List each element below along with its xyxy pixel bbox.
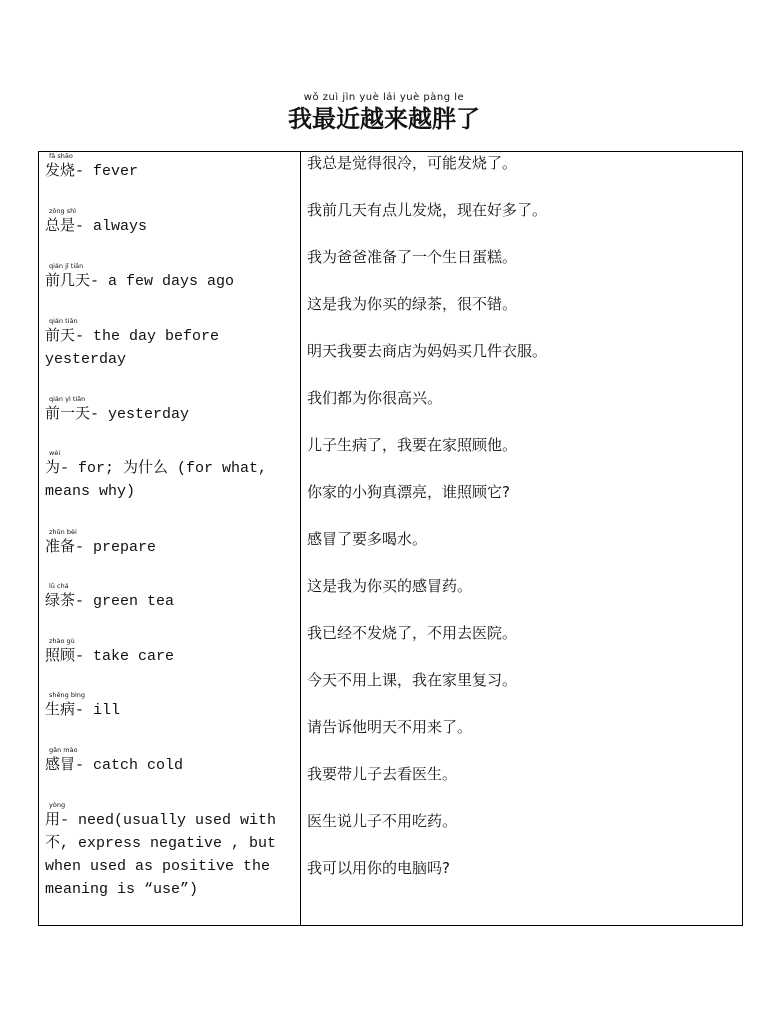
vocabulary-table <box>38 151 743 926</box>
vocab-pinyin: fā shāo <box>49 152 73 160</box>
vocab-pinyin: zhǔn bèi <box>49 528 77 536</box>
vocab-pinyin: zǒng shì <box>49 207 77 215</box>
vocab-entry: 发烧- fever <box>45 163 139 180</box>
vocab-pinyin: qián yì tiān <box>49 395 86 403</box>
example-sentence: 我们都为你很高兴。 <box>307 389 443 407</box>
vocab-item <box>45 449 295 503</box>
vocab-entry: 为- for; 为什么 (for what, means why) <box>45 460 268 500</box>
lesson-title <box>0 92 768 134</box>
example-sentence: 今天不用上课，我在家里复习。 <box>307 671 518 689</box>
vocab-item <box>45 637 295 668</box>
vocab-entry: 前天- the day before yesterday <box>45 328 220 368</box>
vocab-pinyin: qián tiān <box>49 317 78 325</box>
example-sentence: 感冒了要多喝水。 <box>307 530 428 548</box>
example-sentence: 我可以用你的电脑吗? <box>307 859 450 877</box>
vocab-item <box>45 207 295 238</box>
vocab-pinyin: gǎn mào <box>49 746 78 754</box>
column-divider <box>300 152 301 925</box>
example-sentence: 儿子生病了，我要在家照顾他。 <box>307 436 518 454</box>
vocab-entry: 用- need(usually used with 不, express negative , but when used as positive the meaning is “use”) <box>45 812 277 898</box>
vocab-item <box>45 582 295 613</box>
vocab-pinyin: zhào gù <box>49 637 75 645</box>
vocab-pinyin: yòng <box>49 801 66 809</box>
example-sentence: 医生说儿子不用吃药。 <box>307 812 458 830</box>
vocab-pinyin: qián jǐ tiān <box>49 262 84 270</box>
vocab-item <box>45 317 295 371</box>
example-sentence: 这是我为你买的感冒药。 <box>307 577 473 595</box>
vocab-item <box>45 746 295 777</box>
example-sentence: 这是我为你买的绿茶，很不错。 <box>307 295 518 313</box>
example-sentence: 我要带儿子去看医生。 <box>307 765 458 783</box>
vocab-entry: 感冒- catch cold <box>45 757 184 774</box>
vocab-entry: 照顾- take care <box>45 648 175 665</box>
vocab-item <box>45 262 295 293</box>
vocab-pinyin: wèi <box>49 449 61 457</box>
vocab-entry: 前一天- yesterday <box>45 406 190 423</box>
vocab-entry: 总是- always <box>45 218 148 235</box>
vocab-item <box>45 395 295 426</box>
example-sentence: 我前几天有点儿发烧，现在好多了。 <box>307 201 548 219</box>
vocab-entry: 前几天- a few days ago <box>45 273 235 290</box>
example-sentence: 我为爸爸准备了一个生日蛋糕。 <box>307 248 518 266</box>
example-sentence: 我已经不发烧了，不用去医院。 <box>307 624 518 642</box>
example-sentence: 你家的小狗真漂亮，谁照顾它? <box>307 483 510 501</box>
title-pinyin: wǒ zuì jìn yuè lái yuè pàng le <box>303 92 465 103</box>
vocab-item <box>45 152 295 183</box>
vocab-item <box>45 691 295 722</box>
title-text: 我最近越来越胖了 <box>288 105 480 133</box>
vocab-item <box>45 528 295 559</box>
example-sentence: 我总是觉得很冷，可能发烧了。 <box>307 154 518 172</box>
example-sentence: 明天我要去商店为妈妈买几件衣服。 <box>307 342 548 360</box>
vocab-entry: 生病- ill <box>45 702 121 719</box>
vocab-entry: 绿茶- green tea <box>45 593 175 610</box>
vocab-entry: 准备- prepare <box>45 539 157 556</box>
vocab-pinyin: lǜ chá <box>49 582 69 590</box>
vocab-item <box>45 801 295 901</box>
example-sentence: 请告诉他明天不用来了。 <box>307 718 473 736</box>
vocab-pinyin: shēng bìng <box>49 691 85 699</box>
